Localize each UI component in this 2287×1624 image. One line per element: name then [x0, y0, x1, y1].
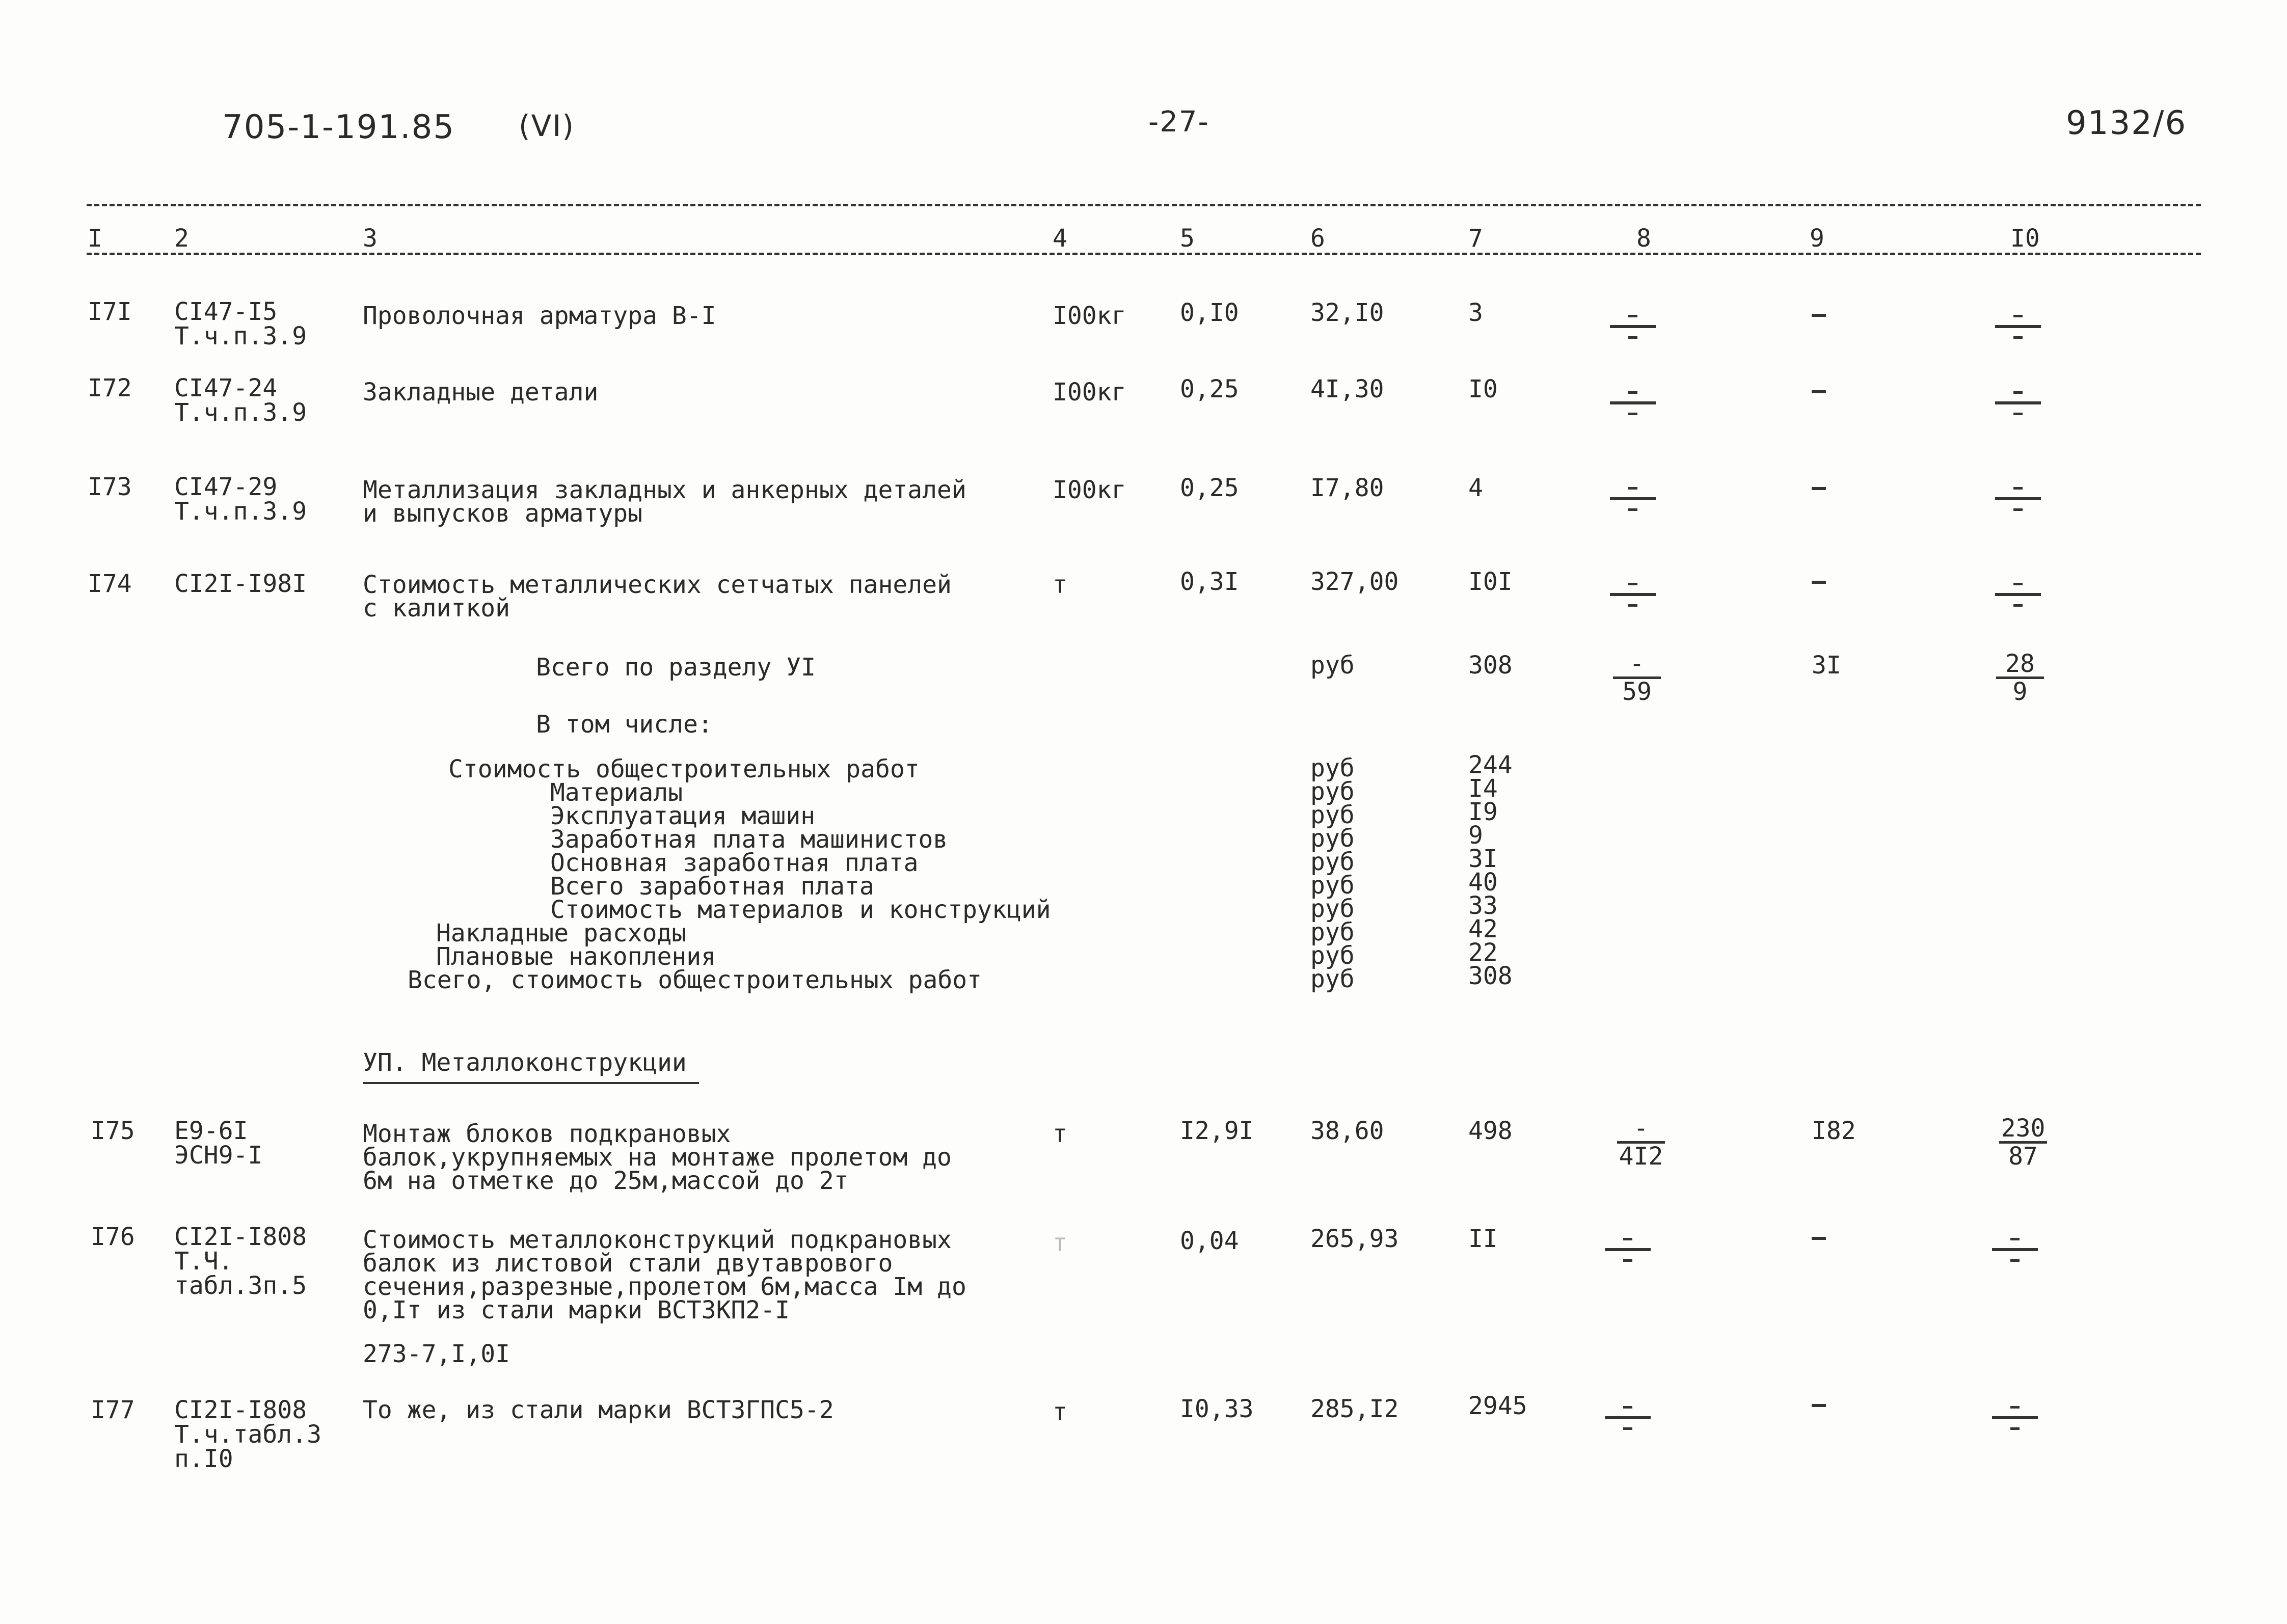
- section-heading: УП. Металлоконструкции: [363, 1048, 687, 1077]
- breakdown-unit: руб: [1310, 848, 1355, 876]
- item-name: Стоимость металлических сетчатых панелей: [363, 571, 952, 599]
- division-symbol: [1610, 482, 1656, 518]
- breakdown-label: Стоимость общестроительных работ: [448, 755, 920, 783]
- norm-code: CI2I-I808: [174, 1396, 307, 1424]
- norm-code: Е9-6I: [174, 1117, 248, 1145]
- item-name-cont: сечения,разрезные,пролетом 6м,масса Iм до: [363, 1273, 966, 1301]
- quantity: 0,I0: [1180, 299, 1239, 327]
- item-name-cont: 0,Iт из стали марки ВСТ3КП2-I: [363, 1296, 790, 1324]
- col-header-9: 9: [1810, 224, 1824, 253]
- section-total-col9: 3I: [1812, 651, 1841, 680]
- division-symbol: [1992, 1233, 2038, 1268]
- total-cost: 2945: [1468, 1392, 1527, 1420]
- breakdown-label: Эксплуатация машин: [550, 802, 816, 830]
- breakdown-unit: руб: [1310, 824, 1355, 853]
- col-header-2: 2: [174, 224, 189, 253]
- total-cost: I0: [1468, 375, 1498, 403]
- row-number: I72: [88, 374, 132, 402]
- norm-ref: Т.ч.п.3.9: [174, 497, 307, 526]
- norm-ref: ЭСН9-I: [174, 1141, 263, 1170]
- document-code: 705-1-191.85: [222, 109, 455, 146]
- division-symbol: [1992, 1401, 2038, 1437]
- item-name: Металлизация закладных и анкерных деталей: [363, 476, 966, 504]
- unit: т: [1053, 1398, 1067, 1426]
- division-symbol: [1610, 386, 1656, 422]
- section-total-unit: руб: [1310, 651, 1355, 680]
- item-name: Монтаж блоков подкрановых: [363, 1120, 731, 1148]
- total-cost: 498: [1468, 1117, 1513, 1145]
- breakdown-unit: руб: [1310, 777, 1355, 806]
- unit-price: 38,60: [1310, 1117, 1384, 1145]
- norm-ref: Т.ч.п.3.9: [174, 322, 307, 350]
- col10-fraction: 230 87: [1995, 1116, 2051, 1169]
- breakdown-value: 33: [1468, 891, 1498, 920]
- item-name: Закладные детали: [363, 378, 599, 407]
- breakdown-label: Материалы: [550, 778, 683, 807]
- breakdown-unit: руб: [1310, 941, 1355, 970]
- section-total-col8: - 59: [1609, 651, 1665, 705]
- item-name-cont: и выпусков арматуры: [363, 499, 643, 528]
- norm-ref: Т.Ч.: [174, 1247, 233, 1276]
- breakdown-label: Всего заработная плата: [550, 872, 874, 901]
- division-symbol: [1995, 578, 2041, 613]
- dash-mark: [1812, 581, 1826, 584]
- breakdown-value: 42: [1468, 915, 1498, 943]
- row-number: I73: [88, 473, 132, 501]
- division-symbol: [1605, 1233, 1651, 1268]
- item-note: 273-7,I,0I: [363, 1340, 510, 1368]
- dash-mark: [1812, 314, 1826, 317]
- unit-price: 32,I0: [1310, 299, 1384, 327]
- section-total-col10: 28 9: [1992, 651, 2048, 705]
- col-header-7: 7: [1468, 224, 1483, 253]
- breakdown-value: 3I: [1468, 845, 1498, 873]
- quantity: 0,25: [1180, 474, 1239, 502]
- row-number: I74: [88, 570, 132, 598]
- division-symbol: [1610, 310, 1656, 345]
- breakdown-unit: руб: [1310, 871, 1355, 900]
- quantity: I0,33: [1180, 1395, 1254, 1423]
- unit-price: 265,93: [1310, 1225, 1399, 1253]
- col-header-3: 3: [363, 224, 378, 253]
- breakdown-label: Стоимость материалов и конструкций: [550, 896, 1051, 924]
- norm-ref: Т.ч.п.3.9: [174, 398, 307, 427]
- breakdown-value: 244: [1468, 751, 1513, 779]
- breakdown-unit: руб: [1310, 754, 1355, 782]
- unit: I00кг: [1053, 302, 1126, 330]
- item-name-cont: с калиткой: [363, 594, 510, 622]
- total-cost: II: [1468, 1225, 1498, 1253]
- dash-mark: [1812, 390, 1826, 393]
- breakdown-value: 22: [1468, 938, 1498, 967]
- col-header-6: 6: [1310, 224, 1325, 253]
- col-header-5: 5: [1180, 224, 1195, 253]
- breakdown-label: Заработная плата машинистов: [550, 825, 948, 854]
- quantity: 0,3I: [1180, 567, 1239, 596]
- unit: I00кг: [1053, 378, 1126, 407]
- dash-mark: [1812, 1404, 1826, 1407]
- row-number: I75: [91, 1117, 135, 1145]
- breakdown-unit: руб: [1310, 918, 1355, 946]
- division-symbol: [1610, 578, 1656, 613]
- quantity: 0,25: [1180, 375, 1239, 403]
- breakdown-label: Всего, стоимость общестроительных работ: [408, 966, 982, 994]
- total-cost: I0I: [1468, 567, 1513, 596]
- dash-mark: [1812, 1237, 1826, 1240]
- total-cost: 4: [1468, 474, 1483, 502]
- division-symbol: [1995, 482, 2041, 518]
- sheet-number: 9132/6: [2066, 104, 2187, 142]
- col-header-10: I0: [2010, 224, 2040, 253]
- section-total-label: Всего по разделу УI: [536, 653, 816, 682]
- item-name: Проволочная арматура В-I: [363, 302, 716, 330]
- breakdown-unit: руб: [1310, 965, 1355, 993]
- unit-price: 4I,30: [1310, 375, 1384, 403]
- section-marker: (VI): [519, 109, 575, 143]
- breakdown-label: Плановые накопления: [436, 942, 716, 971]
- breakdown-value: 9: [1468, 821, 1483, 850]
- col9-value: I82: [1812, 1117, 1856, 1145]
- item-name-cont: балок из листовой стали двутаврового: [363, 1249, 893, 1278]
- norm-code: CI47-24: [174, 374, 278, 402]
- item-name-cont: 6м на отметке до 25м,массой до 2т: [363, 1167, 849, 1195]
- breakdown-value: I4: [1468, 774, 1498, 803]
- row-number: I7I: [88, 297, 132, 326]
- norm-code: CI2I-I98I: [174, 570, 307, 598]
- quantity: I2,9I: [1180, 1117, 1254, 1145]
- col8-fraction: - 4I2: [1613, 1116, 1669, 1169]
- norm-ref: табл.3п.5: [174, 1271, 307, 1300]
- breakdown-value: I9: [1468, 798, 1498, 826]
- section-heading-underline: [363, 1082, 699, 1084]
- division-symbol: [1995, 310, 2041, 345]
- item-name: Стоимость металлоконструкций подкрановых: [363, 1226, 952, 1254]
- norm-code: CI2I-I808: [174, 1223, 307, 1251]
- col-header-4: 4: [1053, 224, 1067, 253]
- breakdown-value: 40: [1468, 868, 1498, 897]
- norm-code: CI47-29: [174, 473, 278, 501]
- page-number: -27-: [1148, 105, 1209, 139]
- breakdown-unit: руб: [1310, 801, 1355, 829]
- unit-price: 327,00: [1310, 567, 1399, 596]
- breakdown-label: Накладные расходы: [436, 919, 687, 948]
- division-symbol: [1995, 386, 2041, 422]
- col-header-8: 8: [1636, 224, 1651, 253]
- division-symbol: [1605, 1401, 1651, 1437]
- unit: I00кг: [1053, 476, 1126, 504]
- unit: т: [1053, 1120, 1067, 1148]
- section-total-value: 308: [1468, 651, 1513, 680]
- norm-ref: п.I0: [174, 1445, 233, 1473]
- header-rule-bottom: [87, 253, 2201, 255]
- norm-code: CI47-I5: [174, 297, 278, 326]
- unit-price: I7,80: [1310, 474, 1384, 502]
- norm-ref: Т.ч.табл.3: [174, 1420, 321, 1449]
- breakdown-value: 308: [1468, 962, 1513, 990]
- including-label: В том числе:: [536, 710, 713, 739]
- col-header-1: I: [88, 224, 102, 253]
- unit: т: [1053, 1229, 1067, 1257]
- row-number: I77: [91, 1396, 135, 1424]
- dash-mark: [1812, 487, 1826, 490]
- header-rule-top: [87, 204, 2201, 206]
- breakdown-unit: руб: [1310, 895, 1355, 923]
- unit: т: [1053, 571, 1067, 599]
- unit-price: 285,I2: [1310, 1395, 1399, 1423]
- breakdown-label: Основная заработная плата: [550, 849, 919, 877]
- item-name: То же, из стали марки ВСТ3ГПС5-2: [363, 1396, 834, 1424]
- item-name-cont: балок,укрупняемых на монтаже пролетом до: [363, 1143, 952, 1172]
- row-number: I76: [91, 1223, 135, 1251]
- quantity: 0,04: [1180, 1227, 1239, 1255]
- total-cost: 3: [1468, 299, 1483, 327]
